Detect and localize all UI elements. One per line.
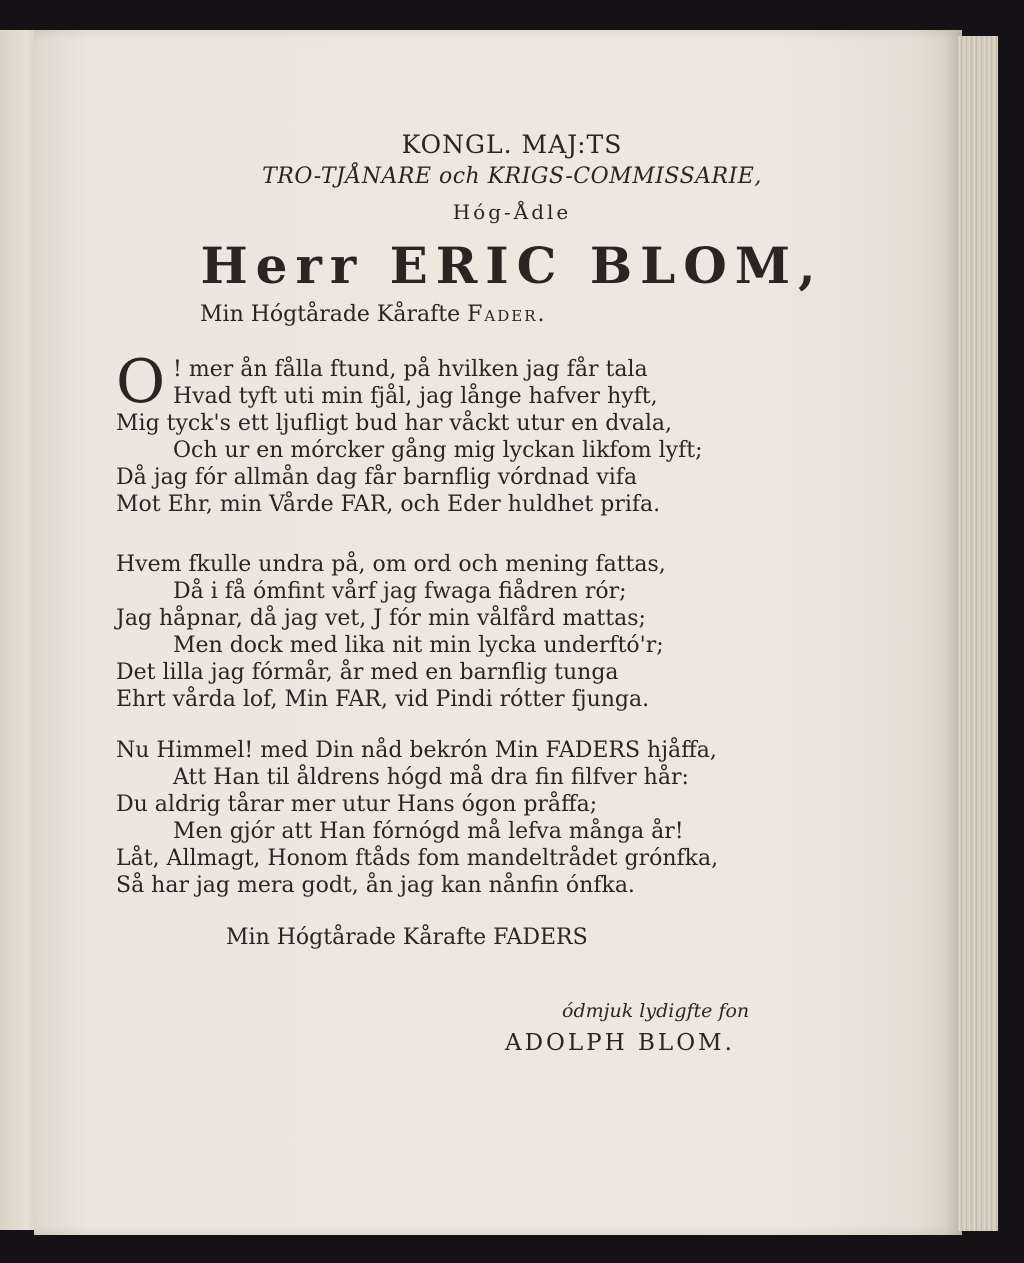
stanza-3-line-1: Nu Himmel! med Din nåd bekrón Min FADERS hjåffa, xyxy=(116,738,717,763)
header-line-2: TRO-TJÅNARE och KRIGS-COMMISSARIE, xyxy=(262,164,762,189)
stanza-2-line-3: Jag håpnar, då jag vet, J fór min vålfård mattas; xyxy=(116,606,646,631)
verse-text: ! mer ån fålla ftund, på hvilken jag får tala xyxy=(173,357,648,382)
stanza-2-line-2: Då i få ómfint vårf jag fwaga fiådren rór; xyxy=(173,579,627,604)
closing-line: Min Hógtårade Kårafte FADERS xyxy=(226,925,588,950)
stanza-2 xyxy=(116,551,806,713)
signature-name: ADOLPH BLOM. xyxy=(505,1030,735,1056)
stanza-1-line-5: Då jag fór allmån dag får barnflig vórdnad vifa xyxy=(116,465,638,490)
stanza-2-line-6: Ehrt vårda lof, Min FAR, vid Pindi rótter fjunga. xyxy=(116,687,650,712)
header-line-1: KONGL. MAJ:TS xyxy=(401,130,623,159)
stanza-3-line-2: Att Han til åldrens hógd må dra fin filfver hår: xyxy=(173,765,689,790)
stanza-1-line-3: Mig tyck's ett ljufligt bud har våckt utur en dvala, xyxy=(116,411,673,436)
stanza-2-line-4: Men dock med lika nit min lycka underftó'r; xyxy=(173,633,664,658)
stanza-2-line-1: Hvem fkulle undra på, om ord och mening fattas, xyxy=(116,552,666,577)
stanza-3-line-4: Men gjór att Han fórnógd må lefva många år! xyxy=(173,819,684,844)
stanza-1-line-6: Mot Ehr, min Vårde FAR, och Eder huldhet prifa. xyxy=(116,492,661,517)
address-line xyxy=(200,302,547,327)
stanza-3 xyxy=(116,737,806,899)
stanza-2-line-5: Det lilla jag fórmår, år med en barnflig tunga xyxy=(116,660,619,685)
address-main: Min Hógtårade Kårafte xyxy=(200,302,461,327)
address-title: Fader. xyxy=(467,302,547,327)
stanza-3-line-6: Så har jag mera godt, ån jag kan nånfin ónfka. xyxy=(116,873,635,898)
stanza-3-line-3: Du aldrig tårar mer utur Hans ógon pråffa; xyxy=(116,792,598,817)
signature-line-1: ódmjuk lydigfte fon xyxy=(562,1000,750,1022)
recipient-name: Herr ERIC BLOM, xyxy=(200,236,824,295)
drop-cap: O xyxy=(116,347,166,417)
header-line-3: Hóg-Ådle xyxy=(452,200,572,224)
stanza-1-line-2: Hvad tyft uti min fjål, jag långe hafver hyft, xyxy=(173,384,658,409)
stanza-1-line-4: Och ur en mórcker gång mig lyckan likfom lyft; xyxy=(173,438,703,463)
stanza-1 xyxy=(116,347,806,518)
stanza-3-line-5: Låt, Allmagt, Honom ftåds fom mandeltrådet grónfka, xyxy=(116,846,719,871)
